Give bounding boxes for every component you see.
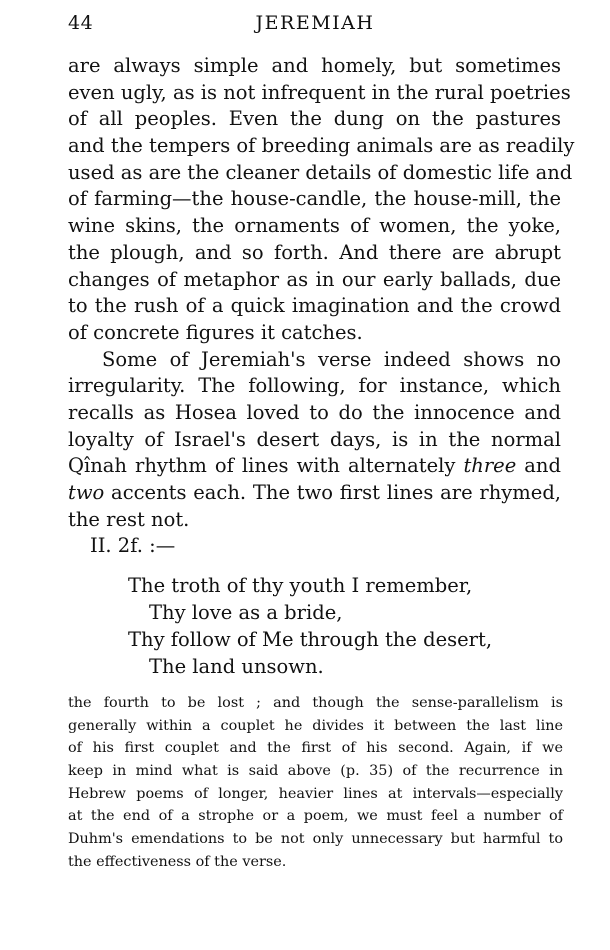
footnote-line: at the end of a strophe or a poem, we must feel a number of (68, 808, 563, 825)
text-run: accents each. The two first lines are rhymed, (104, 481, 561, 504)
body-text (68, 53, 575, 560)
text-line: to the rush of a quick imagination and the crowd (68, 294, 561, 318)
text-line (68, 480, 561, 507)
text-line: the rest not. (68, 507, 190, 531)
paragraph-1 (68, 53, 575, 347)
page-number: 44 (68, 12, 94, 34)
text-line: loyalty of Israel's desert days, is in the normal (68, 427, 561, 451)
verse-line: The land unsown. (149, 655, 324, 678)
footnote-line: the effectiveness of the verse. (68, 853, 287, 870)
italic-word-two: two (68, 481, 105, 504)
text-line: and the tempers of breeding animals are as readily (68, 134, 575, 158)
footnote-line: Duhm's emendations to be not only unnecessary but harmful to (68, 831, 563, 848)
footnote-line: Hebrew poems of longer, heavier lines at intervals—especially (68, 785, 563, 802)
text-line: Some of Jeremiah's verse indeed shows no (102, 347, 561, 371)
scripture-reference: II. 2f. :— (90, 534, 176, 558)
text-line: of all peoples. Even the dung on the pastures (68, 107, 561, 131)
text-line (68, 453, 561, 480)
verse-quotation (128, 572, 548, 680)
text-run: and (516, 454, 561, 478)
text-line: of concrete figures it catches. (68, 320, 363, 344)
footnote-line: keep in mind what is said above (p. 35) of the recurrence in (68, 763, 563, 780)
running-title: JEREMIAH (255, 12, 375, 34)
text-line: changes of metaphor as in our early ballads, due (68, 267, 561, 291)
text-line: are always simple and homely, but sometimes (68, 54, 561, 77)
text-run: Qînah rhythm of lines with alternately (68, 454, 464, 478)
text-line: irregularity. The following, for instance, which (68, 374, 561, 398)
footnote-line: of his first couplet and the first of his second. Again, if we (68, 740, 563, 757)
text-line: even ugly, as is not infrequent in the rural poetries (68, 80, 571, 104)
text-line: the plough, and so forth. And there are abrupt (68, 240, 561, 264)
running-head (68, 8, 562, 38)
footnote-line: generally within a couplet he divides it between the last line (68, 717, 563, 734)
text-line: recalls as Hosea loved to do the innocence and (68, 400, 561, 424)
verse-line: Thy follow of Me through the desert, (128, 628, 493, 651)
paragraph-2 (68, 347, 561, 534)
text-line: used as are the cleaner details of domestic life and (68, 160, 573, 184)
verse-line: The troth of thy youth I remember, (128, 574, 473, 597)
footnote-line: the fourth to be lost ; and though the sense-parallelism is (68, 695, 563, 711)
footnote (68, 692, 563, 874)
text-line: of farming—the house-candle, the house-mill, the (68, 187, 561, 211)
text-line: wine skins, the ornaments of women, the yoke, (68, 214, 561, 238)
italic-word-three: three (463, 454, 517, 478)
verse-line: Thy love as a bride, (149, 601, 343, 624)
